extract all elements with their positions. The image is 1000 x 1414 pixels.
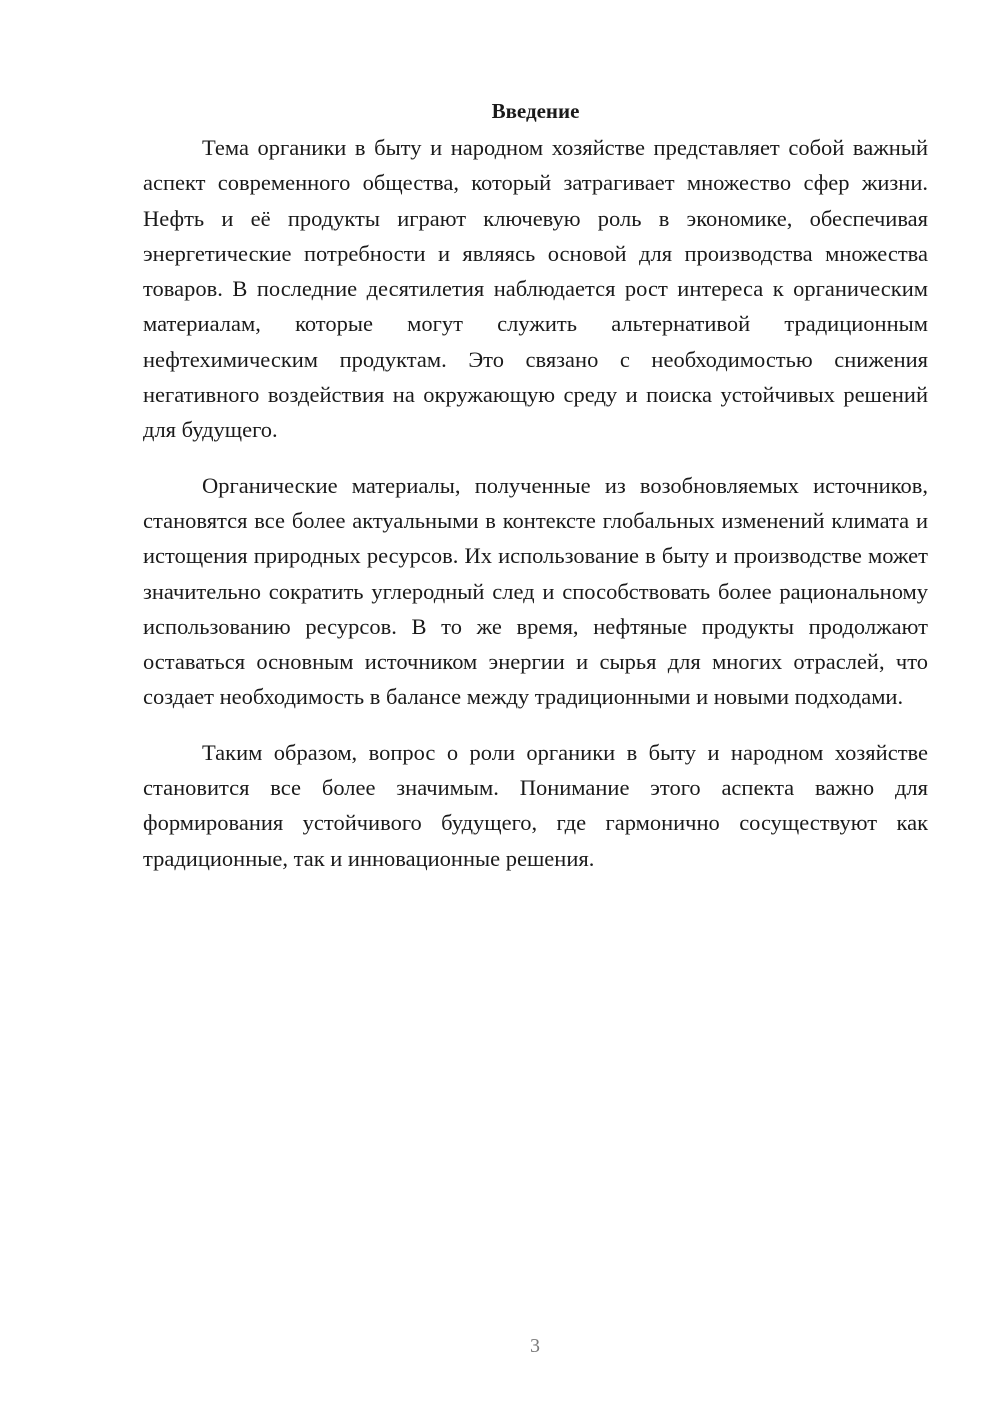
page-number: 3 xyxy=(530,1335,540,1357)
paragraph-3: Таким образом, вопрос о роли органики в быту и народном хозяйстве становится все более значимым. Понимание этого аспекта важно для формирования устойчивого будущего, где гармонично сосуществуют как традиционные, так и инновационные решения. xyxy=(143,739,928,871)
section-heading: Введение xyxy=(491,99,580,123)
paragraph-1: Тема органики в быту и народном хозяйстве представляет собой важный аспект современного общества, который затрагивает множество сфер жизни. Нефть и её продукты играют ключевую роль в экономике, обеспечивая энергетические потребности и являясь основой для производства множества товаров. В последние десятилетия наблюдается рост интереса к органическим материалам, которые могут служить альтернативой традиционным нефтехимическим продуктам. Это связано с необходимостью снижения негативного воздействия на окружающую среду и поиска устойчивых решений для будущего. xyxy=(143,135,928,443)
page-content xyxy=(143,96,928,896)
paragraph-2: Органические материалы, полученные из возобновляемых источников, становятся все более актуальными в контексте глобальных изменений климата и истощения природных ресурсов. Их использование в быту и производстве может значительно сократить углеродный след и способствовать более рациональному использованию ресурсов. В то же время, нефтяные продукты продолжают оставаться основным источником энергии и сырья для многих отраслей, что создает необходимость в балансе между традиционными и новыми подходами. xyxy=(143,472,928,710)
